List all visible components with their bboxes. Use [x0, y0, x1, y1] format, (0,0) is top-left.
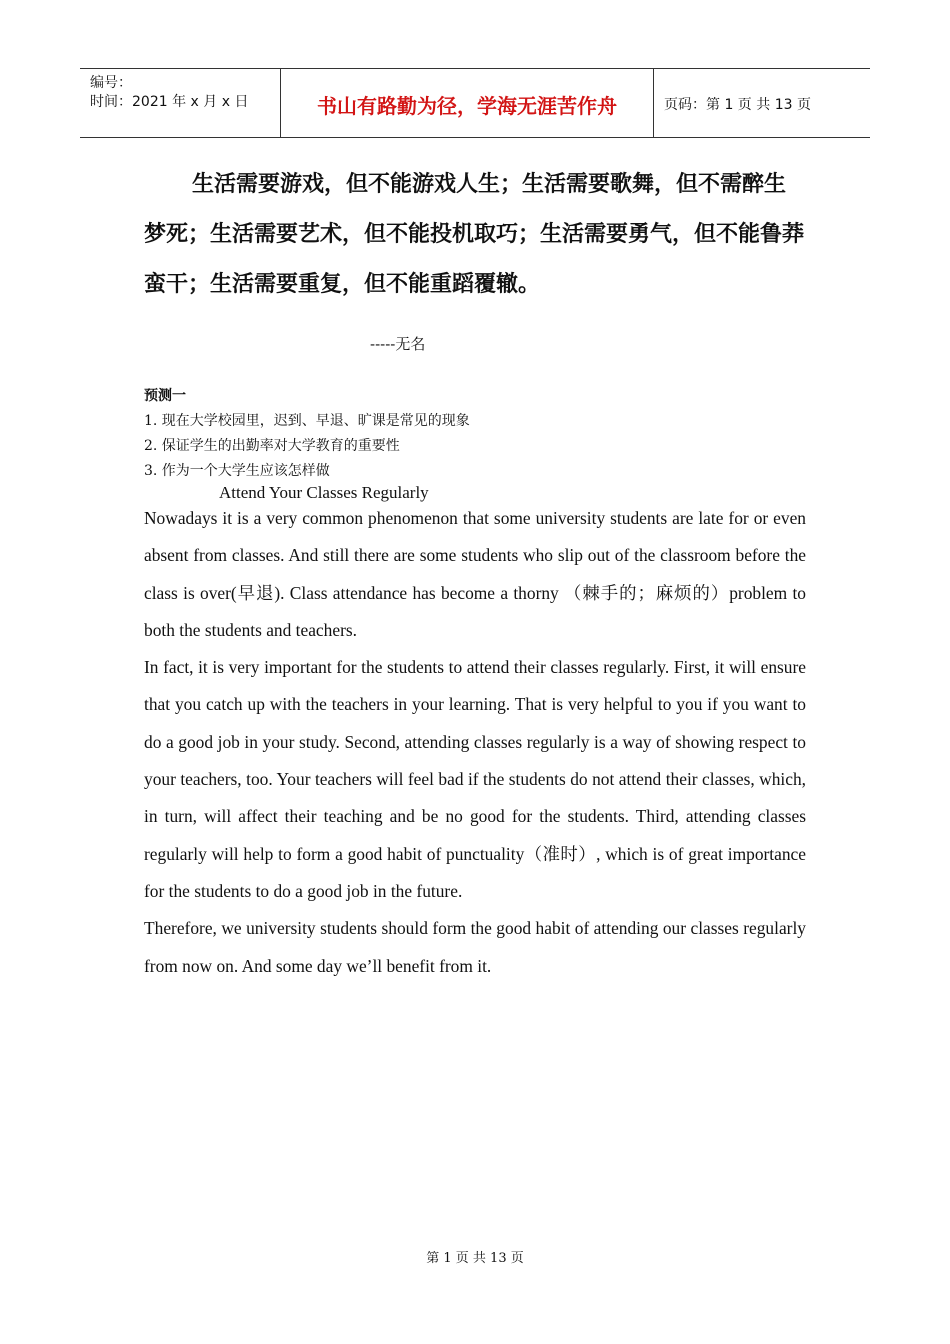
essay-paragraph: Nowadays it is a very common phenomenon that some university students are late for or even absent from classes. And still there are some students who slip out of the classroom before the class is over(早退). Class attendance has become a thorny （棘手的；麻烦的）problem to both the students and teachers.	[144, 508, 806, 640]
page-footer: 第 1 页 共 13 页	[426, 1251, 524, 1266]
prediction-item: 1. 现在大学校园里，迟到、早退、旷课是常见的现象	[144, 413, 470, 429]
essay-body	[144, 500, 806, 985]
prediction-item: 3. 作为一个大学生应该怎样做	[144, 463, 330, 479]
header-left-cell	[80, 69, 281, 137]
prediction-title: 预测一	[144, 388, 186, 404]
header-right-cell	[654, 69, 870, 137]
header-page-number: 页码：第 1 页 共 13 页	[664, 97, 811, 113]
document-date: 时间：2021 年 x 月 x 日	[90, 94, 249, 110]
header-center-cell	[281, 69, 654, 137]
header-motto: 书山有路勤为径，学海无涯苦作舟	[317, 94, 617, 118]
header-table	[80, 68, 870, 138]
quote-author: -----无名	[370, 335, 426, 353]
prediction-list	[144, 409, 470, 484]
prediction-item: 2. 保证学生的出勤率对大学教育的重要性	[144, 438, 400, 454]
essay-title: Attend Your Classes Regularly	[219, 483, 429, 502]
essay-paragraph: Therefore, we university students should form the good habit of attending our classes regularly from now on. And some day we’ll benefit from it.	[144, 918, 806, 976]
opening-quote: 生活需要游戏，但不能游戏人生；生活需要歌舞，但不需醉生梦死；生活需要艺术，但不能投机取巧；生活需要勇气，但不能鲁莽蛮干；生活需要重复，但不能重蹈覆辙。	[144, 172, 805, 297]
essay-paragraph: In fact, it is very important for the students to attend their classes regularly. First, it will ensure that you catch up with the teachers in your learning. That is very helpful to you if you want to do a good job in your study. Second, attending classes regularly is a way of showing respect to your teachers, too. Your teachers will feel bad if the students do not attend their classes, which, in turn, will affect their teaching and be no good for the students. Third, attending classes regularly will help to form a good habit of punctuality（准时）, which is of great importance for the students to do a good job in the future.	[144, 657, 806, 901]
document-number: 编号：	[90, 75, 132, 91]
